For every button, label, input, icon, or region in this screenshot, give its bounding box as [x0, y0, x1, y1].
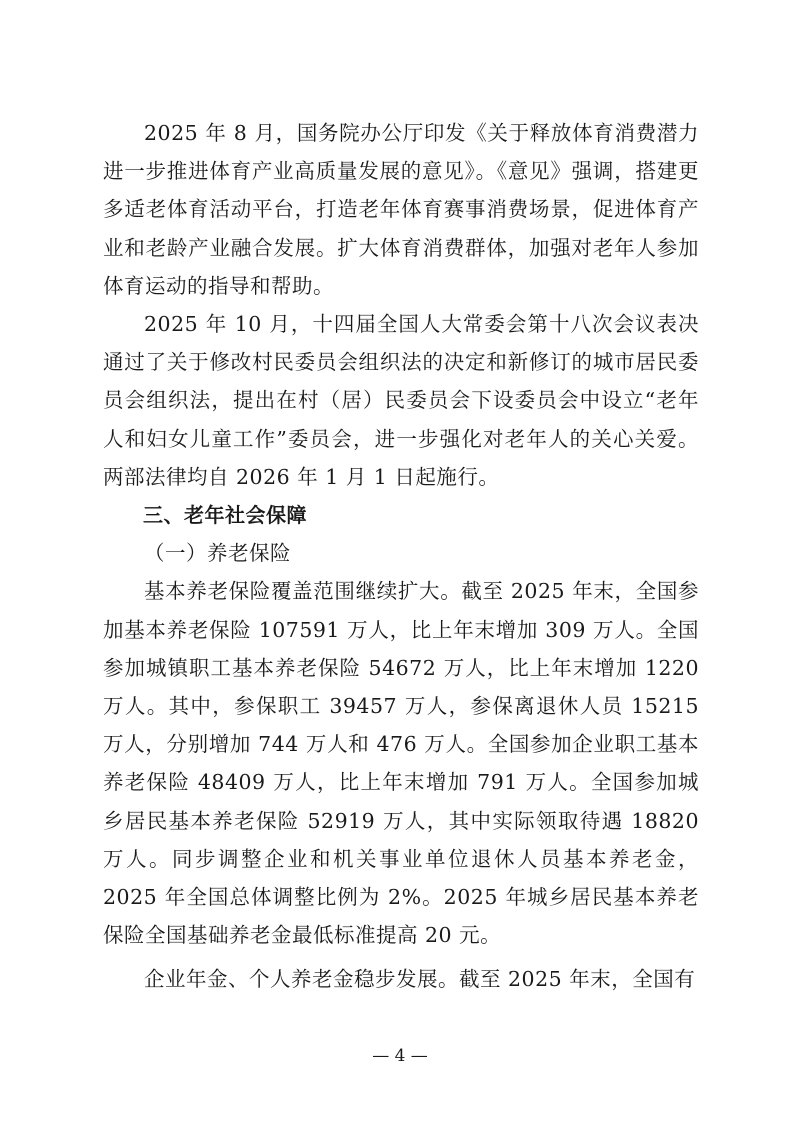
subsection-heading: （一）养老保险 — [144, 541, 291, 566]
page-number: — 4 — — [372, 1046, 428, 1066]
section-heading: 三、老年社会保障 — [143, 503, 307, 528]
paragraph-committee-law: 2025 年 10 月，十四届全国人大常委会第十八次会议表决通过了关于修改村民委员会组织法的决定和新修订的城市居民委员会组织法，提出在村（居）民委员会下设委员会中设立“老年人和妇女儿童工作”委员会，进一步强化对老年人的关心关爱。两部法律均自 2026 年 1 月 1 日起施行。 — [103, 312, 699, 489]
paragraph-pension-insurance: 基本养老保险覆盖范围继续扩大。截至 2025 年末，全国参加基本养老保险 107591 万人，比上年末增加 309 万人。全国参加城镇职工基本养老保险 54672 万人，比上年末增加 1220 万人。其中，参保职工 39457 万人，参保离退休人员 15215 万人，分别增加 744 万人和 476 万人。全国参加企业职工基本养老保险 48409 万人，比上年末增加 791 万人。全国参加城乡居民基本养老保险 52919 万人，其中实际领取待遇 18820 万人。同步调整企业和机关事业单位退休人员基本养老金，2025 年全国总体调整比例为 2%。2025 年城乡居民基本养老保险全国基础养老金最低标准提高 20 元。 — [103, 579, 699, 948]
document-body — [103, 114, 699, 999]
paragraph-sports-policy: 2025 年 8 月，国务院办公厅印发《关于释放体育消费潜力进一步推进体育产业高质量发展的意见》。《意见》强调，搭建更多适老体育活动平台，打造老年体育赛事消费场景，促进体育产业和老龄产业融合发展。扩大体育消费群体，加强对老年人参加体育运动的指导和帮助。 — [103, 121, 699, 298]
paragraph-annuity: 企业年金、个人养老金稳步发展。截至 2025 年末，全国有 — [144, 967, 696, 992]
